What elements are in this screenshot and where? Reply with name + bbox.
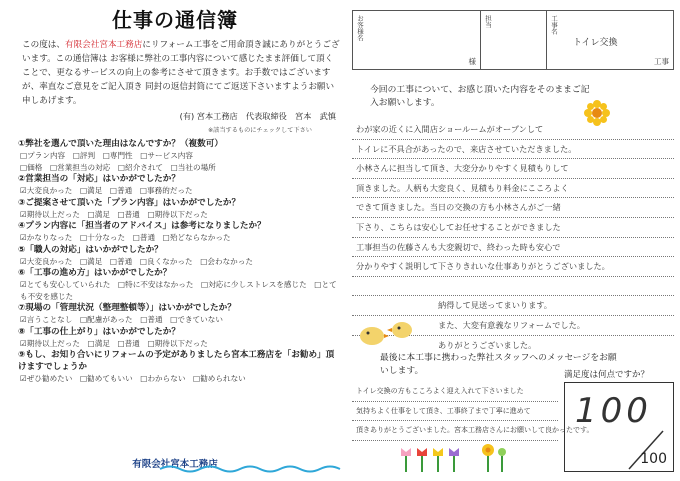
satisfaction-score-box[interactable] <box>564 382 674 472</box>
question-1 <box>18 138 340 173</box>
question-options[interactable]: ☑かなりなった □十分なった □普通 □殆どならなかった <box>20 233 231 242</box>
question-options[interactable]: ☑大変良かった □満足 □普通 □良くなかった □会わなかった <box>20 256 253 266</box>
question-2 <box>18 173 340 197</box>
intro-before: この度は、 <box>22 40 65 50</box>
comment-line: わが家の近くに入間店ショールームがオープンして <box>352 120 674 140</box>
question-options[interactable]: ☑ぜひ勧めたい □勧めてもいい □わからない □勧められない <box>20 374 246 383</box>
staff-line: 気持ちよく仕事をして頂き、工事終了まで丁寧に進めて <box>352 402 558 422</box>
work-name-cell[interactable] <box>547 11 673 69</box>
comment-line: 頂きました。人柄も大変良く、見積もり料金にこころよく <box>352 179 674 199</box>
questionnaire-column <box>10 6 340 476</box>
customer-name-label: お客様名 <box>356 15 364 41</box>
question-title: ⑨もし、お知り合いにリフォームの予定がありましたら宮本工務店を「お勧め」頂けますでしょうか <box>18 350 335 372</box>
comment-line <box>352 277 674 297</box>
comment-line: 下さり、こちらは安心してお任せすることができました <box>352 218 674 238</box>
customer-sama: 様 <box>468 57 476 66</box>
comment-line: 納得して見送ってまいります。 <box>352 296 674 316</box>
staff-label: 担当 <box>484 15 492 28</box>
question-7 <box>18 302 340 326</box>
question-options[interactable]: ☑期待以上だった □満足 □普通 □期待以下だった <box>20 338 208 348</box>
question-5 <box>18 244 340 268</box>
satisfaction-max: 100 <box>640 451 667 467</box>
staff-line: トイレ交換の方もこころよく迎え入れて下さいました <box>352 382 558 402</box>
question-options[interactable]: ☑大変良かった □満足 □普通 □事務的だった <box>20 186 193 195</box>
work-suffix: 工事 <box>654 57 669 66</box>
comment-line: トイレに不具合があったので、来店させていただきました。 <box>352 140 674 160</box>
comment-line: 工事担当の佐藤さんも大変親切で、終わった時も安心で <box>352 238 674 258</box>
intro-company: 有限会社宮本工務店 <box>64 40 143 50</box>
question-title: ②営業担当の「対応」はいかがでしたか？ <box>18 174 180 184</box>
staff-line: 頂きありがとうございました。宮本工務店さんにお願いして良かったです。 <box>352 421 558 441</box>
comment-line: 分かりやすく説明して下さりきれいな仕事ありがとうございました。 <box>352 257 674 277</box>
question-8 <box>18 326 340 350</box>
comment-prompt: 今回の工事について、お感じ頂いた内容をそのままご記入お願いします。 <box>370 85 590 108</box>
question-3 <box>18 197 340 221</box>
staff-cell[interactable] <box>481 11 547 69</box>
question-options[interactable]: ☑言うことなし □配慮があった □普通 □できていない <box>20 315 223 324</box>
question-options[interactable]: ☑期待以上だった □満足 □普通 □期待以下だった <box>20 209 208 219</box>
staff-prompt: 最後に本工事に携わった弊社スタッフへのメッセージをお願いします。 <box>380 353 617 376</box>
tulips-icon <box>398 442 508 472</box>
comment-line: また、大変有意義なリフォームでした。 <box>352 316 674 336</box>
question-6 <box>18 267 340 302</box>
work-name-label: 工事名 <box>550 15 558 35</box>
satisfaction-label: 満足度は何点ですか？ <box>564 370 650 380</box>
question-title: ④プラン内容に「担当者のアドバイス」は参考になりましたか？ <box>18 221 266 231</box>
customer-header-box <box>352 10 674 70</box>
work-name-value: トイレ交換 <box>573 38 618 48</box>
question-options[interactable]: □プラン内容 □評判 □専門性 □サービス内容 <box>20 151 193 160</box>
comment-column <box>352 10 674 475</box>
question-title: ⑦現場の「管理状況（整理整頓等）」はいかがでしたか？ <box>18 303 236 313</box>
comment-line: ありがとうございました。 <box>438 339 537 350</box>
question-title: ⑧「工事の仕上がり」はいかがでしたか？ <box>18 326 180 337</box>
page-title: 仕事の通信簿 <box>112 8 238 32</box>
comment-line: できて頂きました。当日の交換の方も小林さんがご一緒 <box>352 198 674 218</box>
question-9 <box>18 349 340 385</box>
intro-text <box>22 38 340 108</box>
wave-decoration <box>160 464 340 474</box>
customer-name-cell[interactable] <box>353 11 481 69</box>
question-title: ①弊社を選んで頂いた理由はなんですか？（複数可） <box>18 139 223 149</box>
question-4 <box>18 220 340 244</box>
question-title: ⑥「工事の進め方」はいかがでしたか？ <box>18 268 172 278</box>
question-title: ③ご提案させて頂いた「プラン内容」はいかがでしたか？ <box>18 197 241 208</box>
question-title: ⑤「職人の対応」はいかがでしたか？ <box>18 244 163 255</box>
birds-icon <box>354 310 424 350</box>
signature: (有) 宮本工務店 代表取締役 宮本 武慎 <box>179 111 336 121</box>
company-footer: 有限会社宮本工務店 <box>132 459 218 470</box>
question-options[interactable]: ☑とても安心していられた □特に不安はなかった □対応に少しストレスを感じた □とても不安を感じた <box>20 280 337 301</box>
question-options[interactable]: □価格 □営業担当の対応 □紹介されて □当社の場所 <box>20 162 216 172</box>
comment-line: 小林さんに担当して頂き、大変分かりやすく見積もりして <box>352 159 674 179</box>
intro-after: にリフォーム工事をご用命頂き誠にありがとうございます。この通信簿は お客様に弊社の工事内容について感じたまま評価して頂くことで、更なるサービスの向上の参考にさせて頂きます。お手数ではございますが、率直なご意見をご記入頂き 同封の返信封筒にてご返送下さいますようお願い申しあげます。 <box>22 40 340 106</box>
satisfaction-score: 100 <box>575 391 652 431</box>
staff-message-lines[interactable] <box>352 382 594 441</box>
check-note: ※該当するものにチェックして下さい <box>208 127 312 134</box>
